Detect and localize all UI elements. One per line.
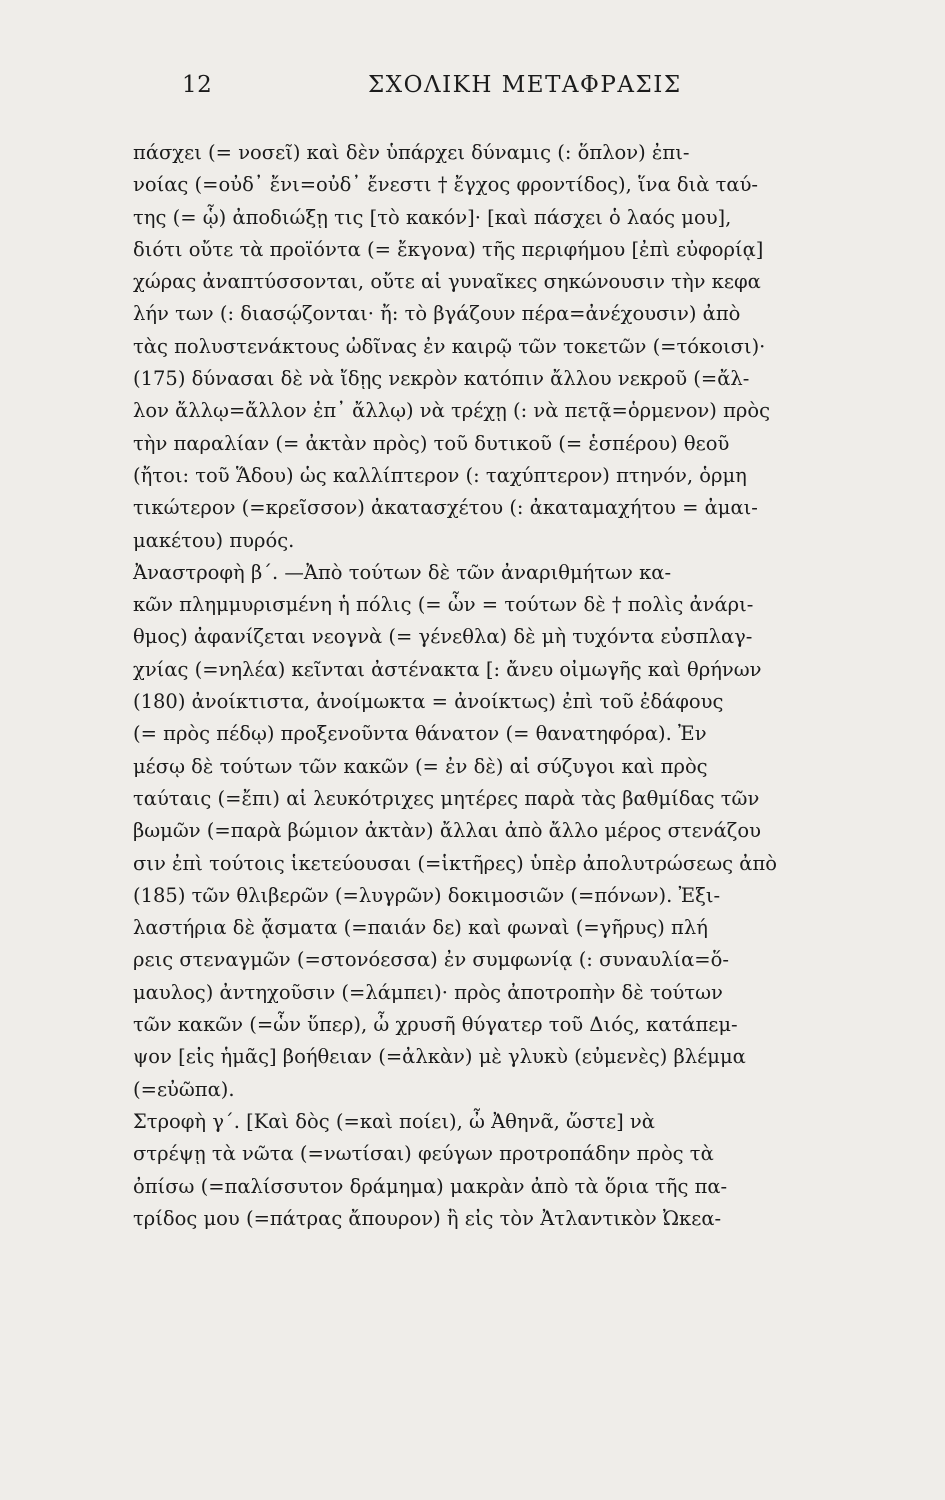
body-text [133, 137, 913, 1235]
text-line: (=εὐῶπα). [133, 1077, 235, 1101]
running-title: ΣΧΟΛΙΚΗ ΜΕΤΑΦΡΑΣΙΣ [368, 72, 682, 98]
text-line: χνίας (=νηλέα) κεῖνται ἀστένακτα [: ἄνευ οἰμωγῆς καὶ θρήνων [133, 657, 762, 681]
text-line: λήν των (: διασῴζονται· ἤ: τὸ βγάζουν πέρα=ἀνέχουσιν) ἀπὸ [133, 302, 741, 326]
text-line: στρέψῃ τὰ νῶτα (=νωτίσαι) φεύγων προτροπάδην πρὸς τὰ [133, 1142, 714, 1166]
text-line: τὴν παραλίαν (= ἀκτὰν πρὸς) τοῦ δυτικοῦ (= ἑσπέρου) θεοῦ [133, 431, 730, 455]
text-line: (= πρὸς πέδῳ) προξενοῦντα θάνατον (= θανατηφόρα). Ἐν [133, 722, 707, 746]
text-line: ὀπίσω (=παλίσσυτον δράμημα) μακρὰν ἀπὸ τὰ ὅρια τῆς πα- [133, 1174, 728, 1198]
text-line: βωμῶν (=παρὰ βώμιον ἀκτὰν) ἄλλαι ἀπὸ ἄλλο μέρος στενάζου [133, 819, 761, 843]
text-line: Ἀναστροφὴ β΄. —Ἀπὸ τούτων δὲ τῶν ἀναριθμήτων κα- [133, 560, 672, 584]
text-line: (185) τῶν θλιβερῶν (=λυγρῶν) δοκιμοσιῶν (=πόνων). Ἐξι- [133, 883, 721, 907]
text-line: λον ἄλλῳ=ἄλλον ἐπ᾽ ἄλλῳ) νὰ τρέχῃ (: νὰ πετᾷ=ὁρμενον) πρὸς [133, 399, 771, 423]
text-line: (ἤτοι: τοῦ Ἅδου) ὡς καλλίπτερον (: ταχύπτερον) πτηνόν, ὁρμη [133, 463, 747, 487]
page-number: 12 [182, 72, 213, 98]
text-line: διότι οὔτε τὰ προϊόντα (= ἔκγονα) τῆς περιφήμου [ἐπὶ εὐφορίᾳ] [133, 237, 764, 261]
text-line: τῶν κακῶν (=ὧν ὕπερ), ὦ χρυσῆ θύγατερ τοῦ Διός, κατάπεμ- [133, 1013, 738, 1037]
text-line: πάσχει (= νοσεῖ) καὶ δὲν ὑπάρχει δύναμις (: ὅπλον) ἐπι- [133, 141, 690, 164]
text-line: της (= ᾧ) ἀποδιώξῃ τις [τὸ κακόν]· [καὶ πάσχει ὁ λαός μου], [133, 205, 732, 229]
text-line: ψον [εἰς ἡμᾶς] βοήθειαν (=ἀλκὰν) μὲ γλυκὺ (εὐμενὲς) βλέμμα [133, 1045, 746, 1069]
text-line: (180) ἀνοίκτιστα, ἀνοίμωκτα = ἀνοίκτως) ἐπὶ τοῦ ἐδάφους [133, 690, 724, 714]
text-line: μέσῳ δὲ τούτων τῶν κακῶν (= ἐν δὲ) αἱ σύζυγοι καὶ πρὸς [133, 754, 708, 778]
text-line: σιν ἐπὶ τούτοις ἱκετεύουσαι (=ἱκτῆρες) ὑπὲρ ἀπολυτρώσεως ἀπὸ [133, 851, 777, 875]
text-line: ταύταις (=ἔπι) αἱ λευκότριχες μητέρες παρὰ τὰς βαθμίδας τῶν [133, 786, 760, 810]
text-line: μαυλος) ἀντηχοῦσιν (=λάμπει)· πρὸς ἀποτροπὴν δὲ τούτων [133, 980, 723, 1004]
text-line: νοίας (=οὐδ᾽ ἔνι=οὐδ᾽ ἔνεστι † ἔγχος φροντίδος), ἵνα διὰ ταύ- [133, 173, 759, 197]
text-line: ρεις στεναγμῶν (=στονόεσσα) ἐν συμφωνίᾳ (: συναυλία=ὅ- [133, 948, 729, 972]
text-line: μακέτου) πυρός. [133, 528, 295, 552]
text-line: θμος) ἀφανίζεται νεογνὰ (= γένεθλα) δὲ μὴ τυχόντα εὐσπλαγ- [133, 625, 753, 649]
text-line: λαστήρια δὲ ᾄσματα (=παιάν δε) καὶ φωναὶ (=γῆρυς) πλή [133, 916, 708, 940]
text-line: Στροφὴ γ΄. [Καὶ δὸς (=καὶ ποίει), ὦ Ἀθηνᾶ, ὥστε] νὰ [133, 1109, 655, 1133]
page-header [168, 72, 748, 108]
text-line: τὰς πολυστενάκτους ὠδῖνας ἐν καιρῷ τῶν τοκετῶν (=τόκοισι)· [133, 334, 766, 358]
text-line: (175) δύνασαι δὲ νὰ ἴδῃς νεκρὸν κατόπιν ἄλλου νεκροῦ (=ἄλ- [133, 367, 750, 391]
text-line: τικώτερον (=κρεῖσσον) ἀκατασχέτου (: ἀκαταμαχήτου = ἀμαι- [133, 496, 758, 520]
text-line: χώρας ἀναπτύσσονται, οὔτε αἱ γυναῖκες σηκώνουσιν τὴν κεφα [133, 270, 761, 294]
text-line: κῶν πλημμυρισμένη ἡ πόλις (= ὧν = τούτων δὲ † πολὶς ἀνάρι- [133, 593, 754, 617]
text-line: τρίδος μου (=πάτρας ἄπουρον) ἢ εἰς τὸν Ἀτλαντικὸν Ὠκεα- [133, 1206, 722, 1230]
